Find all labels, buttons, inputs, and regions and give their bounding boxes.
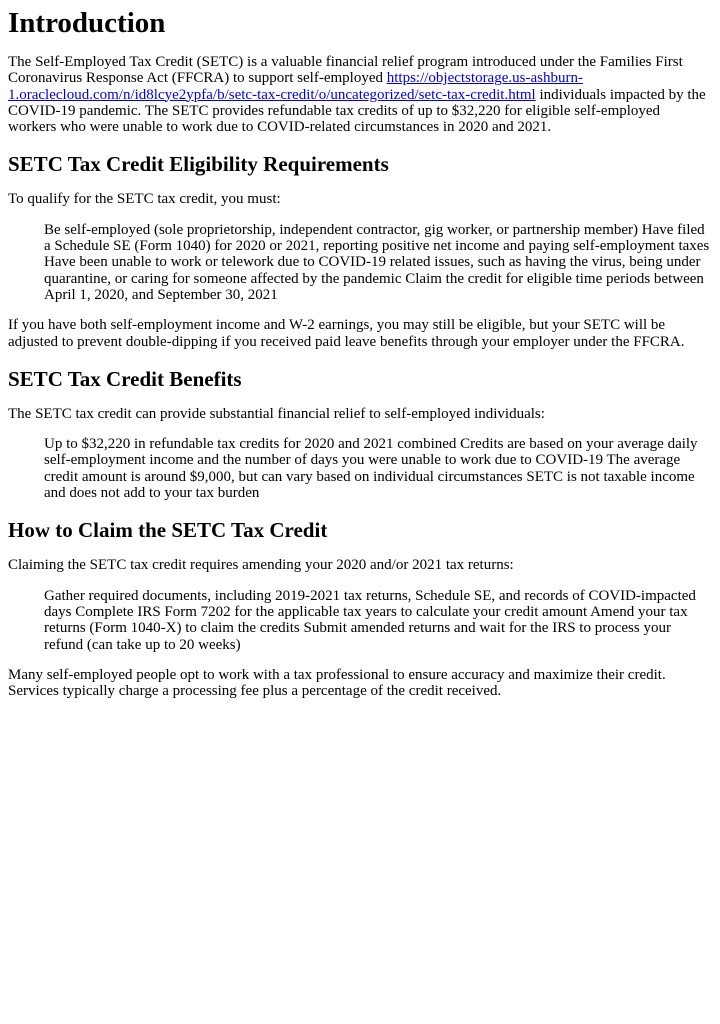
intro-text-before-link: The Self-Employed Tax Credit (SETC) is a valuable financial relief program introduced under the Families First Coronavirus Response Act (FFCRA) to support self-employed [8,54,683,87]
claim-lead: Claiming the SETC tax credit requires amending your 2020 and/or 2021 tax returns: [8,557,514,574]
benefits-heading: SETC Tax Credit Benefits [8,366,242,391]
setc-article-link[interactable]: https://objectstorage.us-ashburn-1.oraclecloud.com/n/id8lcye2ypfa/b/setc-tax-credit/o/uncategorized/setc-tax-credit.html [8,70,583,103]
intro-text-after-link: individuals impacted by the COVID-19 pandemic. The SETC provides refundable tax credits of up to $32,220 for eligible self-employed workers who were unable to work due to COVID-related circumstances in 2020 and 2021. [8,86,706,136]
eligibility-heading: SETC Tax Credit Eligibility Requirements [8,152,389,177]
intro-paragraph [8,54,712,135]
document-page [0,6,720,699]
benefits-lead: The SETC tax credit can provide substantial financial relief to self-employed individuals: [8,405,545,422]
benefits-quote: Up to $32,220 in refundable tax credits for 2020 and 2021 combined Credits are based on your average daily self-employment income and the number of days you were unable to work due to COVID-19 The average credit amount is around $9,000, but can vary based on individual circumstances SETC is not taxable income and does not add to your tax burden [44,436,698,502]
claim-quote: Gather required documents, including 2019-2021 tax returns, Schedule SE, and records of COVID-impacted days Complete IRS Form 7202 for the applicable tax years to calculate your credit amount Amend your tax returns (Form 1040-X) to claim the credits Submit amended returns and wait for the IRS to process your refund (can take up to 20 weeks) [44,587,696,653]
claim-note: Many self-employed people opt to work with a tax professional to ensure accuracy and maximize their credit. Services typically charge a processing fee plus a percentage of the credit received. [8,666,666,700]
eligibility-note: If you have both self-employment income and W-2 earnings, you may still be eligible, but your SETC will be adjusted to prevent double-dipping if you received paid leave benefits through your employer under the FFCRA. [8,317,685,350]
intro-heading: Introduction [8,7,166,39]
eligibility-quote: Be self-employed (sole proprietorship, independent contractor, gig worker, or partnership member) Have filed a Schedule SE (Form 1040) for 2020 or 2021, reporting positive net income and paying self-employment taxes Have been unable to work or telework due to COVID-19 related issues, such as having the virus, being under quarantine, or caring for someone affected by the pandemic Claim the credit for eligible time periods between April 1, 2020, and September 30, 2021 [44,221,710,303]
eligibility-lead: To qualify for the SETC tax credit, you must: [8,191,281,208]
claim-heading: How to Claim the SETC Tax Credit [8,518,328,543]
